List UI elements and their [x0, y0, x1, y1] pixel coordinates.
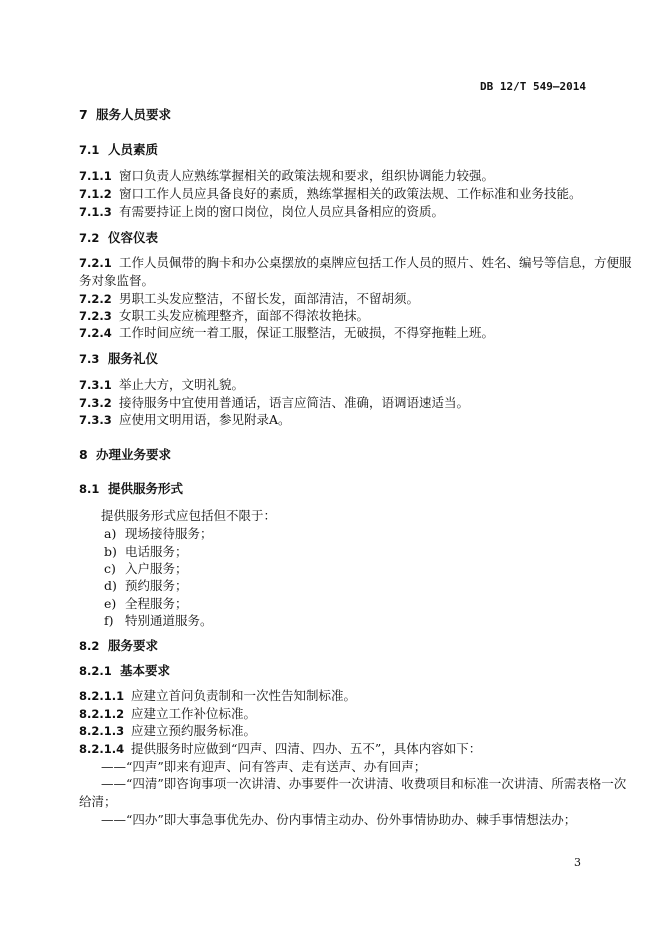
clause-number: 7.3.3 [79, 413, 112, 427]
list-item-label: c) [104, 561, 116, 576]
clause-text: 工作人员佩带的胸卡和办公桌摆放的桌牌应包括工作人员的照片、姓名、编号等信息，方便服 [119, 255, 632, 270]
clause-number: 8.2.1.3 [79, 724, 125, 738]
list-item-text: 特别通道服务。 [125, 613, 213, 628]
clause-text: 举止大方，文明礼貌。 [119, 377, 245, 392]
section-7-title: 服务人员要求 [96, 107, 172, 122]
clause-text: 应建立预约服务标准。 [131, 723, 257, 738]
clause-number: 7.2.4 [79, 326, 112, 340]
section-7-2-number: 7.2 [79, 231, 100, 245]
section-7-3-title: 服务礼仪 [108, 351, 159, 366]
list-item-label: b) [104, 544, 117, 559]
section-8-2-title: 服务要求 [108, 638, 159, 653]
clause-text: 应建立工作补位标准。 [131, 706, 257, 721]
section-8-2-number: 8.2 [79, 639, 100, 653]
section-8-title: 办理业务要求 [96, 447, 172, 462]
clause-text: 窗口负责人应熟练掌握相关的政策法规和要求，组织协调能力较强。 [119, 168, 495, 183]
clause-text: 窗口工作人员应具备良好的素质，熟练掌握相关的政策法规、工作标准和业务技能。 [119, 186, 582, 201]
section-7-number: 7 [79, 107, 88, 122]
clause-number: 7.1.2 [79, 187, 112, 201]
section-8-1-title: 提供服务形式 [108, 481, 184, 496]
list-item-text: 电话服务； [125, 544, 188, 559]
clause-text: 提供服务时应做到“四声、四清、四办、五不”，具体内容如下： [131, 741, 482, 756]
dash-item-sisheng: ——“四声”即来有迎声、问有答声、走有送声、办有回声； [101, 759, 427, 774]
clause-number: 8.2.1.4 [79, 742, 125, 756]
dash-item-siban: ——“四办”即大事急事优先办、份内事情主动办、份外事情协助办、棘手事情想法办； [101, 812, 577, 827]
clause-number: 7.2.2 [79, 292, 112, 306]
clause-number: 7.2.3 [79, 309, 112, 323]
clause-number: 8.2.1.1 [79, 689, 125, 703]
clause-number: 7.2.1 [79, 256, 112, 270]
dash-item-siqing: ——“四清”即咨询事项一次讲清、办事要件一次讲清、收费项目和标准一次讲清、所需表格一次 [101, 776, 627, 791]
clause-text: 应建立首问负责制和一次性告知制标准。 [131, 688, 357, 703]
list-intro: 提供服务形式应包括但不限于： [101, 508, 277, 523]
clause-number: 8.2.1.2 [79, 707, 125, 721]
list-item-text: 入户服务； [125, 561, 188, 576]
section-8-2-1-number: 8.2.1 [79, 664, 112, 678]
clause-text: 女职工头发应梳理整齐，面部不得浓妆艳抹。 [119, 308, 370, 323]
clause-text: 工作时间应统一着工服，保证工服整洁，无破损，不得穿拖鞋上班。 [119, 325, 495, 340]
section-7-2-title: 仪容仪表 [108, 230, 159, 245]
list-item-text: 预约服务； [125, 578, 188, 593]
section-8-1-number: 8.1 [79, 482, 100, 496]
standard-number: DB 12/T 549—2014 [480, 80, 586, 93]
section-8-number: 8 [79, 447, 88, 462]
clause-text: 接待服务中宜使用普通话，语言应简洁、准确，语调语速适当。 [119, 395, 470, 410]
section-7-1-number: 7.1 [79, 143, 100, 157]
list-item-label: d) [104, 578, 117, 593]
list-item-label: f) [104, 613, 114, 628]
section-7-3-number: 7.3 [79, 352, 100, 366]
list-item-text: 全程服务； [125, 596, 188, 611]
list-item-text: 现场接待服务； [125, 526, 213, 541]
clause-number: 7.3.2 [79, 396, 112, 410]
clause-number: 7.1.3 [79, 205, 112, 219]
clause-text-continued: 务对象监督。 [79, 273, 155, 288]
clause-number: 7.3.1 [79, 378, 112, 392]
clause-number: 7.1.1 [79, 169, 112, 183]
list-item-label: e) [104, 596, 117, 611]
clause-text: 有需要持证上岗的窗口岗位，岗位人员应具备相应的资质。 [119, 204, 445, 219]
section-8-2-1-title: 基本要求 [120, 663, 171, 678]
dash-item-siqing-continued: 给清； [79, 794, 117, 809]
clause-text: 男职工头发应整洁，不留长发，面部清洁，不留胡须。 [119, 291, 420, 306]
section-7-1-title: 人员素质 [108, 142, 159, 157]
page-number: 3 [574, 856, 581, 869]
clause-text: 应使用文明用语，参见附录A。 [119, 412, 291, 427]
list-item-label: a) [104, 526, 117, 541]
